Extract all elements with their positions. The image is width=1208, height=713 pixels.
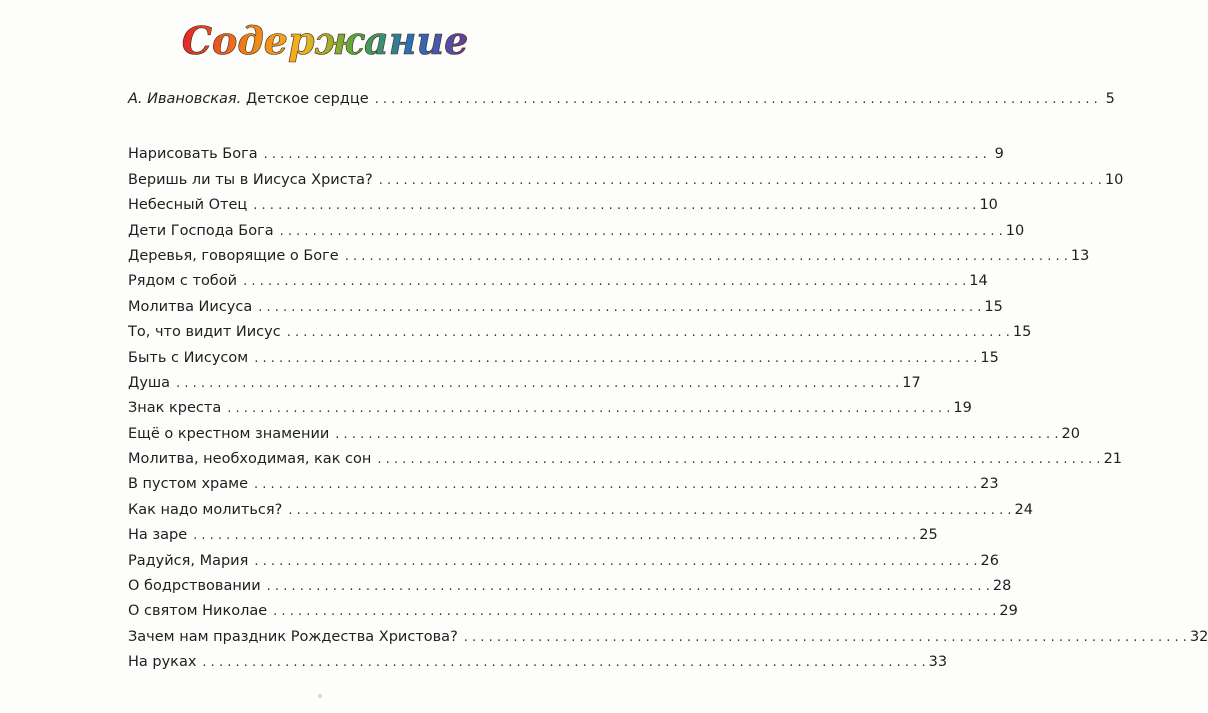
toc-entry[interactable] [128,371,921,396]
toc-entry-title: Знак креста [128,400,222,417]
toc-entry-label [128,396,221,421]
toc-page-number: 32 [1189,628,1208,645]
toc-dot-leader [287,320,1010,345]
toc-dot-leader [227,396,950,421]
toc-entry-label [128,422,329,447]
toc-entry-label [128,142,258,167]
toc-dot-leader [202,650,925,675]
toc-entry-title: Душа [128,374,171,391]
toc-entry[interactable] [128,295,1003,320]
toc-entry-label [128,346,248,371]
toc-entry[interactable] [128,168,1124,193]
toc-entry-title: На заре [128,527,188,544]
toc-dot-leader [193,523,916,548]
toc-entry-label [128,447,371,472]
toc-entry-title: Нарисовать Бога [128,146,258,163]
toc-entry-title: На руках [128,654,197,671]
toc-entry-title: Веришь ли ты в Иисуса Христа? [128,171,373,188]
toc-entry[interactable] [128,244,1090,269]
toc-entry-title: Небесный Отец [128,197,248,214]
toc-dot-leader [254,549,977,574]
toc-entry-title: Зачем нам праздник Рождества Христова? [128,628,458,645]
toc-page-number: 21 [1103,451,1123,468]
toc-entry-label [128,219,274,244]
toc-entry-title: Ещё о крестном знамении [128,425,330,442]
toc-dot-leader [335,422,1058,447]
toc-entry-title: То, что видит Иисус [128,324,281,341]
contents-title-text: Содержание [181,18,468,63]
toc-entry[interactable] [128,87,1115,112]
toc-dot-leader [345,244,1068,269]
toc-entry-label [128,244,339,269]
toc-dot-leader [280,219,1003,244]
toc-dot-leader [254,472,977,497]
table-of-contents [128,87,1208,676]
toc-entry-author: А. Ивановская. [128,91,242,107]
toc-page-number: 19 [953,400,972,417]
toc-entry[interactable] [128,447,1123,472]
toc-entry[interactable] [128,346,999,371]
toc-dot-leader [243,269,966,294]
toc-entry-title: Деревья, говорящие о Боге [128,247,339,264]
toc-entry-title: Дети Господа Бога [128,222,274,239]
toc-entry-title: В пустом храме [128,476,248,493]
toc-dot-leader [375,87,1098,112]
toc-entry[interactable] [128,142,1004,167]
toc-page-number: 9 [994,146,1004,163]
toc-entry[interactable] [128,472,999,497]
toc-page-number: 17 [902,374,921,391]
toc-entry-label [128,193,247,218]
toc-dot-leader [258,295,981,320]
toc-page-number: 26 [980,552,999,569]
toc-page-number: 33 [928,654,948,671]
toc-entry-title: Молитва, необходимая, как сон [128,451,372,468]
toc-entry-title: Молитва Иисуса [128,298,253,315]
toc-entry-title: Быть с Иисусом [128,349,249,366]
toc-page-number: 15 [980,349,999,366]
toc-entry-label [128,168,373,193]
toc-entry[interactable] [128,523,938,548]
toc-entry[interactable] [128,320,1032,345]
toc-entry-label [128,498,282,523]
toc-page-number: 25 [919,527,938,544]
toc-entry-title: О бодрствовании [128,578,261,595]
toc-entry[interactable] [128,193,998,218]
toc-page-number: 24 [1014,501,1033,518]
toc-dot-leader [377,447,1100,472]
toc-dot-leader [464,625,1187,650]
toc-entry-title: Как надо молиться? [128,501,283,518]
toc-page-number: 29 [999,603,1018,620]
toc-entry-label [128,625,458,650]
contents-title-art [181,8,468,74]
toc-page-number: 10 [979,197,998,214]
toc-entry-label [128,87,369,112]
toc-page-number: 10 [1005,222,1025,239]
toc-entry-label [128,549,248,574]
toc-page-number: 28 [992,578,1012,595]
toc-page-number: 14 [969,273,988,290]
toc-dot-leader [264,142,987,167]
toc-page-number: 10 [1104,171,1124,188]
toc-entry-label [128,371,170,396]
toc-entry-label [128,574,261,599]
toc-dot-leader [254,346,977,371]
toc-dot-leader [273,599,996,624]
toc-page-number: 13 [1070,247,1090,264]
paper-smudge [318,694,322,698]
toc-dot-leader [176,371,899,396]
toc-entry-label [128,320,281,345]
toc-entry[interactable] [128,396,972,421]
toc-entry-label [128,650,196,675]
toc-entry[interactable] [128,269,988,294]
toc-page-number: 15 [1012,324,1032,341]
toc-dot-leader [253,193,976,218]
toc-dot-leader [267,574,990,599]
toc-entry[interactable] [128,599,1018,624]
toc-page-number: 20 [1061,425,1080,442]
toc-entry[interactable] [128,625,1208,650]
toc-entry[interactable] [128,498,1033,523]
toc-page-number: 23 [980,476,999,493]
toc-entry[interactable] [128,422,1080,447]
toc-entry[interactable] [128,650,948,675]
toc-entry-title: Детское сердце [245,91,369,107]
toc-entry-label [128,523,187,548]
toc-entry[interactable] [128,549,999,574]
toc-page-number: 15 [984,298,1003,315]
toc-entry-label [128,599,267,624]
contents-title [0,8,649,74]
toc-entry[interactable] [128,219,1025,244]
toc-page-number: 5 [1105,91,1115,107]
toc-dot-leader [379,168,1102,193]
toc-entry-title: О святом Николае [128,603,268,620]
toc-entry-label [128,295,252,320]
toc-entry-label [128,269,237,294]
toc-entry-title: Рядом с тобой [128,273,238,290]
toc-dot-leader [288,498,1011,523]
toc-entry[interactable] [128,574,1012,599]
toc-entry-label [128,472,248,497]
toc-entry-title: Радуйся, Мария [128,552,249,569]
